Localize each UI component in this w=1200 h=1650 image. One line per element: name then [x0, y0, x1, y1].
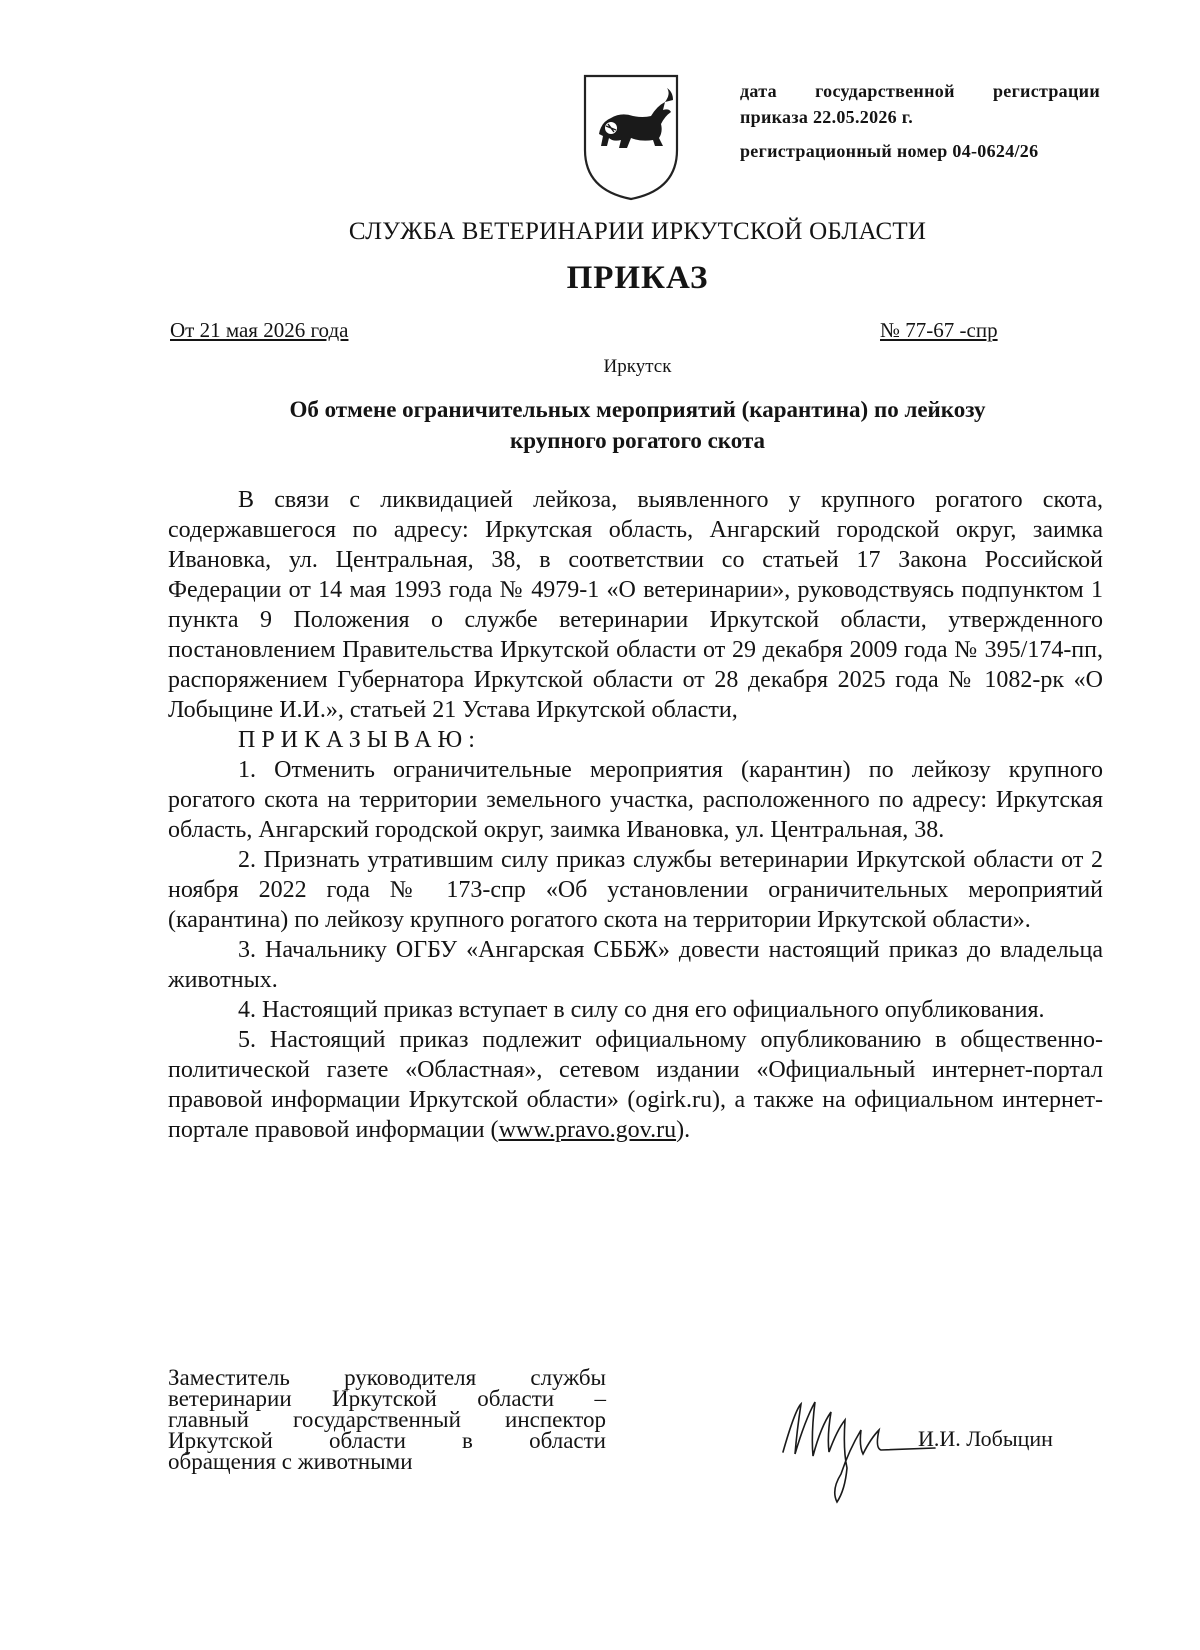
order-item-3: 3. Начальнику ОГБУ «Ангарская СББЖ» довести настоящий приказ до владельца животных.: [168, 937, 1103, 993]
order-body: [168, 485, 1103, 1145]
subject-line-2: крупного рогатого скота: [509, 428, 766, 453]
order-subject: [200, 394, 1075, 456]
registration-date: приказа 22.05.2026 г.: [740, 107, 914, 127]
irkutsk-coat-of-arms-icon: [581, 72, 681, 202]
position-line-3: главный государственный инспектор: [168, 1407, 606, 1432]
order-item-5-text: 5. Настоящий приказ подлежит официальному опубликованию в общественно-политической газете «Областная», сетевом издании «Официальный интернет-портал правовой информации Иркутской области» (ogirk.ru), а также на официальном интернет-портале правовой информации (: [168, 1027, 1103, 1143]
order-item-5: [168, 1025, 1103, 1145]
order-item-4: 4. Настоящий приказ вступает в силу со дня его официального опубликования.: [238, 997, 1045, 1023]
pravo-gov-link[interactable]: www.pravo.gov.ru: [498, 1117, 677, 1143]
order-item-2: 2. Признать утратившим силу приказ службы ветеринарии Иркутской области от 2 ноября 2022 года № 173-спр «Об установлении ограничительных мероприятий (карантина) по лейкозу крупного рогатого скота на территории Иркутской области».: [168, 847, 1103, 933]
order-item-1: 1. Отменить ограничительные мероприятия (карантин) по лейкозу крупного рогатого скота на территории земельного участка, расположенного по адресу: Иркутская область, Ангарский городской округ, заимка Ивановка, ул. Центральная, 38.: [168, 757, 1103, 843]
registration-number: регистрационный номер 04-0624/26: [740, 141, 1039, 161]
position-line-1: Заместитель руководителя службы: [168, 1365, 606, 1390]
position-line-2: ветеринарии Иркутской области –: [168, 1386, 606, 1411]
preamble-paragraph: В связи с ликвидацией лейкоза, выявленного у крупного рогатого скота, содержавшегося по адресу: Иркутская область, Ангарский городской округ, заимка Ивановка, ул. Центральная, 38, в соответствии со статьей 17 Закона Российской Федерации от 14 мая 1993 года № 4979-1 «О ветеринарии», руководствуясь подпунктом 1 пункта 9 Положения о службе ветеринарии Иркутской области, утвержденного постановлением Правительства Иркутской области от 29 декабря 2009 года № 395/174-пп, распоряжением Губернатора Иркутской области от 28 декабря 2025 года № 1082-рк «О Лобыцине И.И.», статьей 21 Устава Иркутской области,: [168, 487, 1103, 723]
position-line-4: Иркутской области в области: [168, 1428, 606, 1453]
issue-city: Иркутск: [603, 356, 672, 377]
order-number: № 77-67 -спр: [880, 318, 998, 342]
registration-stamp: [740, 78, 1100, 164]
order-date: От 21 мая 2026 года: [170, 318, 349, 342]
signer-position: [168, 1367, 606, 1472]
order-keyword: ПРИКАЗЫВАЮ:: [238, 727, 481, 753]
document-type: ПРИКАЗ: [566, 260, 709, 296]
position-line-5: обращения с животными: [168, 1449, 413, 1474]
organization-name: СЛУЖБА ВЕТЕРИНАРИИ ИРКУТСКОЙ ОБЛАСТИ: [348, 218, 927, 245]
subject-line-1: Об отмене ограничительных мероприятий (карантина) по лейкозу: [289, 397, 986, 422]
registration-date-label: дата государственной регистрации: [740, 81, 1100, 101]
order-item-5-end: ).: [676, 1117, 691, 1143]
signer-name: И.И. Лобыцин: [918, 1426, 1053, 1451]
